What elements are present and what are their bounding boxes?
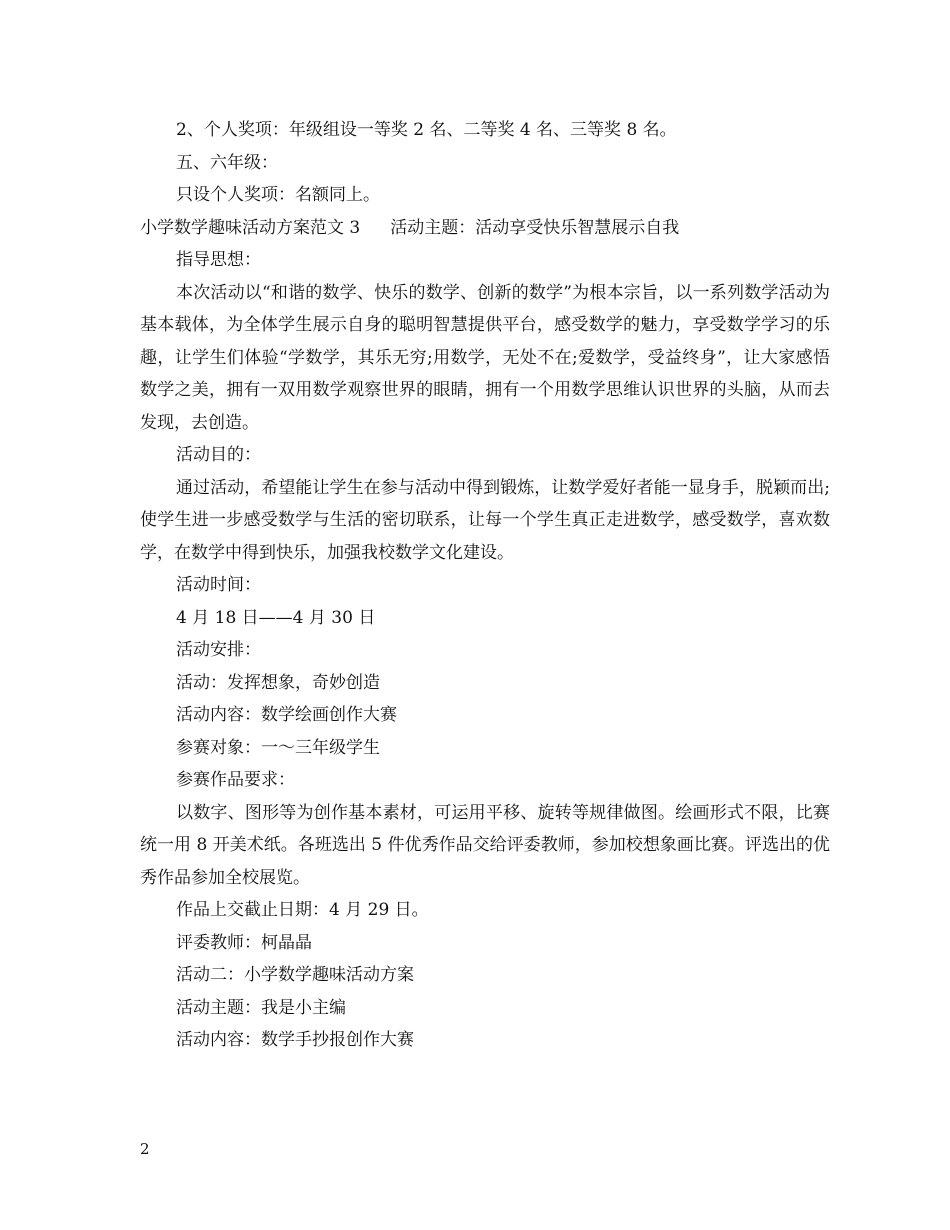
paragraph-judge: 评委教师：柯晶晶	[176, 932, 312, 953]
paragraph-activity: 活动：发挥想象，奇妙创造	[176, 672, 380, 693]
paragraph-activity-two: 活动二：小学数学趣味活动方案	[176, 965, 414, 985]
heading-purpose: 活动目的：	[176, 445, 261, 465]
paragraph-individual-only: 只设个人奖项：名额同上。	[176, 185, 380, 205]
paragraph-guiding-idea: 本次活动以“和谐的数学、快乐的数学、创新的数学”为根本宗旨，以一系列数学活动为基本载体，为全体学生展示自身的聪明智慧提供平台，感受数学的魅力，享受数学学习的乐趣，让学生们体验“学数学，其乐无穷;用数学，无处不在;爱数学，受益终身”，让大家感悟数学之美，拥有一双用数学观察世界的眼睛，拥有一个用数学思维认识世界的头脑，从而去发现，去创造。	[140, 282, 830, 433]
paragraph-individual-awards: 2、个人奖项：年级组设一等奖 2 名、二等奖 4 名、三等奖 8 名。	[176, 120, 677, 140]
heading-guiding-idea: 指导思想：	[176, 250, 261, 270]
heading-arrangement: 活动安排：	[176, 640, 261, 660]
paragraph-requirements: 以数字、图形等为创作基本素材，可运用平移、旋转等规律做图。绘画形式不限，比赛统一用 8 开美术纸。各班选出 5 件优秀作品交给评委教师，参加校想象画比赛。评选出的优秀作品参加全校展览。	[140, 802, 830, 888]
paragraph-activity-two-content: 活动内容：数学手抄报创作大赛	[176, 1030, 414, 1050]
paragraph-grade-five-six: 五、六年级：	[176, 152, 278, 173]
section-theme: 活动主题：活动享受快乐智慧展示自我	[390, 217, 680, 238]
paragraph-activity-content: 活动内容：数学绘画创作大赛	[176, 705, 397, 725]
paragraph-time: 4 月 18 日——4 月 30 日	[176, 607, 376, 628]
paragraph-activity-two-theme: 活动主题：我是小主编	[176, 997, 346, 1018]
heading-time: 活动时间：	[176, 575, 261, 595]
heading-requirements: 参赛作品要求：	[176, 770, 295, 790]
page-number: 2	[140, 1140, 150, 1158]
section-title-line	[140, 212, 830, 245]
paragraph-purpose: 通过活动，希望能让学生在参与活动中得到锻炼，让数学爱好者能一显身手，脱颖而出;使学生进一步感受数学与生活的密切联系，让每一个学生真正走进数学，感受数学，喜欢数学，在数学中得到快乐，加强我校数学文化建设。	[140, 477, 830, 563]
paragraph-deadline: 作品上交截止日期：4 月 29 日。	[176, 900, 429, 920]
paragraph-participants: 参赛对象：一～三年级学生	[176, 737, 380, 758]
document-body	[140, 114, 830, 1057]
section-title: 小学数学趣味活动方案范文 3	[140, 217, 361, 238]
